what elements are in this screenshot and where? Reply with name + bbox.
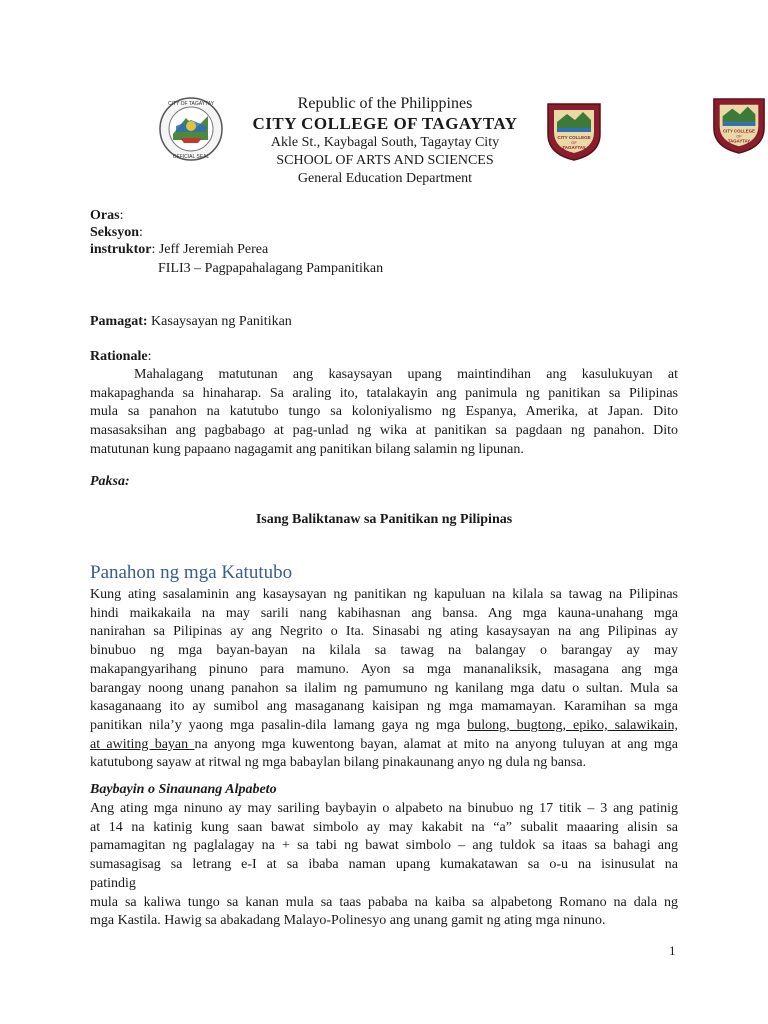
- seksyon-colon: :: [139, 225, 143, 240]
- baybayin-line: mula sa kaliwa tungo sa kanan mula sa taas pababa na kaiba sa alpabetong Romano na dala ng: [90, 894, 678, 910]
- katutubo-line: [90, 736, 678, 755]
- rationale-line: mula sa panahon na katutubo tungo sa koloniyalismo ng Espanya, Amerika, at Japan. Dito: [90, 404, 678, 420]
- topic-title: Isang Baliktanaw sa Panitikan ng Pilipinas: [255, 512, 513, 527]
- pamagat-field: [90, 313, 292, 331]
- seal-text-bottom: OFFICIAL SEAL: [172, 154, 210, 160]
- baybayin-line: pamamagitan ng paglalagay na + sa tabi ng bawat simbolo – ang tuldok sa itaas sa bahagi ang: [90, 838, 678, 854]
- rationale-line: matutunan kung papaano nagagamit ang panitikan bilang salamin ng lipunan.: [90, 441, 524, 457]
- katutubo-line: makapangyarihang pinuno para mamuno. Ayon sa mga mananaliksik, masagana ang mga: [90, 661, 678, 677]
- pamagat-value: Kasaysayan ng Panitikan: [147, 314, 292, 329]
- rationale-paragraph: [90, 366, 678, 460]
- oras-label: Oras: [90, 208, 120, 223]
- baybayin-heading: Baybayin o Sinaunang Alpabeto: [90, 782, 277, 797]
- header-address: Akle St., Kaybagal South, Tagaytay City: [270, 135, 500, 150]
- header-department: General Education Department: [297, 171, 473, 186]
- katutubo-line: hindi maikakaila na may sarili nang kabihasnan ang bansa. Ang mga kauna-unahang mga: [90, 605, 678, 621]
- baybayin-line: sumasagisag sa letrang e-I at sa ibaba naman upang kumakatawan sa o-u na isinusulat na: [90, 857, 678, 873]
- katutubo-line: nanirahan sa Pilipinas ay ang Negrito o Ita. Sinasabi ng ating kasaysayan na ang Pilipinas ay: [90, 624, 678, 640]
- seksyon-label: Seksyon: [90, 225, 140, 240]
- rationale-line: masasaksihan ang pagbabago at pag-unlad ng wika at panitikan sa pagdaan ng panahon. Dito: [90, 423, 678, 439]
- crest-text-2: OF: [571, 140, 577, 145]
- literary-forms-underlined: bulong, bugtong, epiko, salawikain,: [467, 717, 678, 733]
- rationale-line: Mahalagang matutunan ang kasaysayan upang maintindihan ang kasulukuyan at: [134, 367, 678, 382]
- rationale-field: [90, 348, 151, 366]
- crest-text-1: CITY COLLEGE: [557, 135, 591, 140]
- katutubo-line: [90, 717, 678, 736]
- page-number: 1: [669, 943, 676, 958]
- katutubo-line9-text: na anyong mga kuwentong bayan, alamat at mito na anyong tuluyan at ang mga: [194, 736, 678, 752]
- katutubo-line: katutubong sayaw at ritwal ng mga babaylan bilang pinakaunang anyo ng dula ng bansa.: [90, 755, 587, 771]
- crest-text-3: TAGAYTAY: [562, 145, 586, 150]
- rationale-line: makapaghanda sa hinaharap. Sa araling ito, tatalakayin ang panimula ng panitikan sa Pilipinas: [90, 385, 678, 401]
- crest2-text-2: OF: [736, 134, 742, 139]
- course-line: FILI3 – Pagpapahalagang Pampanitikan: [158, 261, 384, 276]
- katutubo-paragraph: [90, 586, 678, 773]
- seksyon-field: [90, 224, 143, 242]
- baybayin-line: Ang ating mga ninuno ay may sariling baybayin o alpabeto na binubuo ng 17 titik – 3 ang patinig: [90, 801, 678, 816]
- katutubo-line8-text: panitikan nila’y yaong mga pasalin-dila lamang gaya ng mga: [90, 717, 468, 733]
- instruktor-label: instruktor: [90, 242, 152, 257]
- katutubo-line: binubuo ng mga bayan-bayan na kilala sa tawag na balangay o barangay ay may: [90, 643, 678, 659]
- baybayin-paragraph: [90, 800, 678, 931]
- oras-field: [90, 207, 123, 225]
- header-college: CITY COLLEGE OF TAGAYTAY: [252, 114, 518, 133]
- awiting-bayan-underlined: at awiting bayan: [90, 736, 195, 752]
- paksa-label: Paksa:: [90, 474, 130, 489]
- instruktor-value: : Jeff Jeremiah Perea: [151, 242, 269, 257]
- seal-text-top: CITY OF TAGAYTAY: [167, 101, 215, 107]
- baybayin-line: patindig: [90, 875, 136, 891]
- header-school: SCHOOL OF ARTS AND SCIENCES: [276, 153, 494, 168]
- katutubo-line: Kung ating sasalaminin ang kasaysayan ng panitikan ng kapuluan na kilala sa tawag na Pilipinas: [90, 587, 678, 602]
- baybayin-line: at 14 na katinig kung saan bawat simbolo ay may kakabit na “a” subalit maaaring alisin sa: [90, 819, 678, 835]
- crest2-text-3: TAGAYTAY: [727, 138, 751, 144]
- crest2-text-1: CITY COLLEGE: [723, 128, 755, 134]
- header-country: Republic of the Philippines: [297, 95, 473, 112]
- rationale-colon: :: [147, 349, 152, 364]
- instruktor-field: [90, 241, 268, 259]
- baybayin-line: mga Kastila. Hawig sa abakadang Malayo-Polinesyo ang unang gamit ng ating mga ninuno.: [90, 913, 606, 929]
- college-crest-logo-2: [711, 93, 767, 157]
- katutubo-line: kasaganaang ito ay sumibol ang masaganang kaisipan ng mga mamamayan. Karamihan sa mga: [90, 699, 678, 715]
- pamagat-label: Pamagat:: [90, 314, 148, 329]
- katutubo-line: barangay noong unang panahon sa ilalim ng pamumuno ng kanilang mga datu o sultan. Mula sa: [90, 680, 678, 696]
- section-heading: Panahon ng mga Katutubo: [90, 562, 293, 583]
- oras-colon: :: [119, 208, 124, 223]
- rationale-label: Rationale: [90, 349, 148, 364]
- college-crest-logo: [545, 100, 603, 162]
